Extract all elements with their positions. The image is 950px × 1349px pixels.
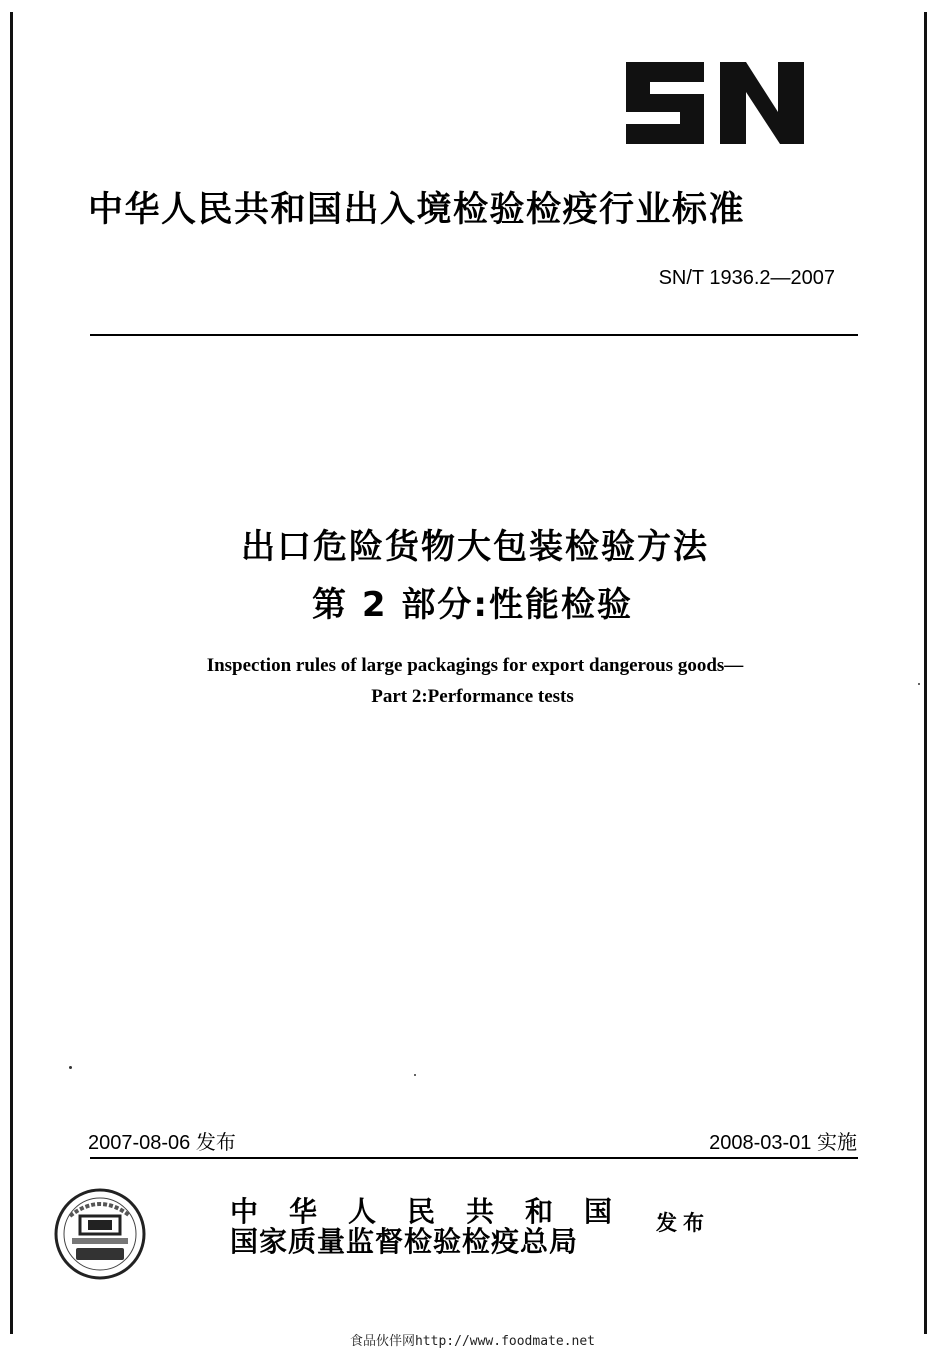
scan-speck xyxy=(414,1074,416,1076)
issuer-country: 中华人民共和国 xyxy=(230,1195,644,1228)
issue-date: 2007-08-06 发布 xyxy=(88,1132,236,1154)
organization-title: 中华人民共和国出入境检验检疫行业标准 xyxy=(88,190,746,230)
sn-logo xyxy=(622,56,806,148)
issuer-agency: 国家质量监督检验检疫总局 xyxy=(230,1225,579,1258)
title-chinese-line-1: 出口危险货物大包装检验方法 xyxy=(241,527,709,567)
standard-number: SN/T 1936.2—2007 xyxy=(658,267,835,289)
publish-label: 发布 xyxy=(656,1211,710,1235)
implementation-date: 2008-03-01 实施 xyxy=(709,1132,857,1154)
title-english-line-2: Part 2:Performance tests xyxy=(371,686,574,707)
scan-speck xyxy=(69,1066,72,1069)
logo-letter-n xyxy=(720,62,804,144)
title-chinese-line-2: 第 2 部分:性能检验 xyxy=(312,585,633,625)
header-divider xyxy=(90,334,858,336)
footer-divider xyxy=(90,1157,858,1159)
scan-speck xyxy=(918,683,920,685)
title-english-line-1: Inspection rules of large packagings for export dangerous goods— xyxy=(206,655,744,676)
logo-letter-s xyxy=(626,62,704,144)
footer-watermark-text: 食品伙伴网http://www.foodmate.net xyxy=(349,1334,595,1349)
publisher-seal xyxy=(52,1186,148,1282)
